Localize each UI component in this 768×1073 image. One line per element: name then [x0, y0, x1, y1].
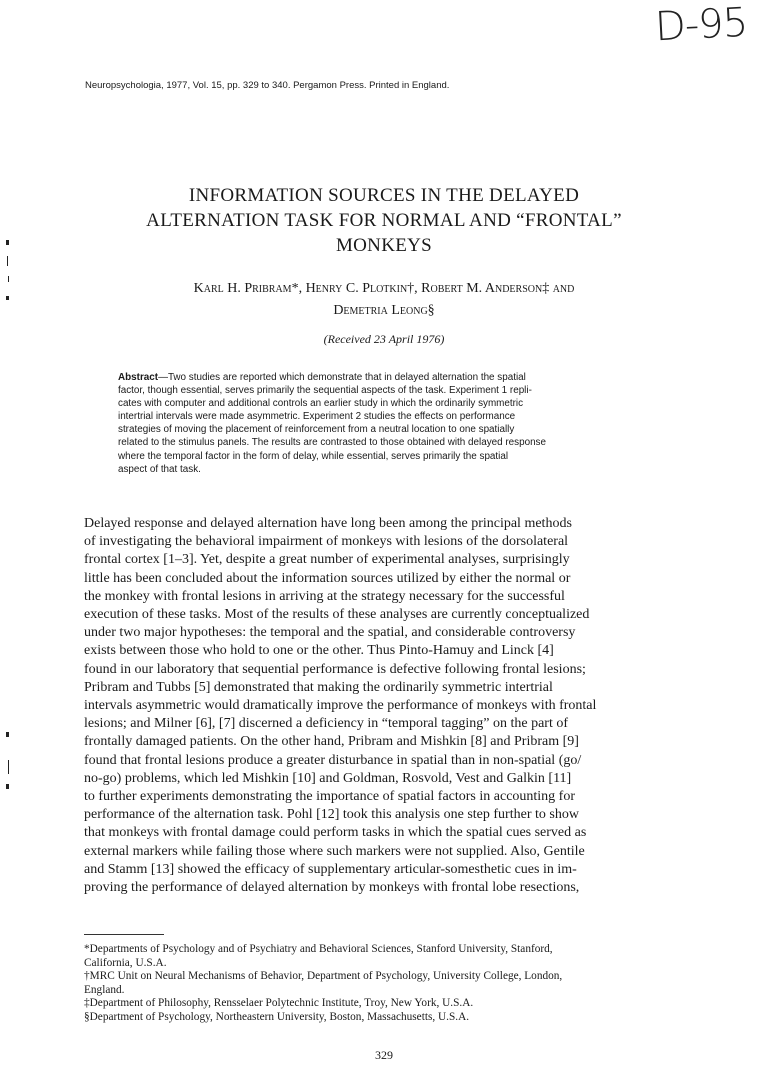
footnote-line: California, U.S.A.: [84, 956, 167, 969]
article-title: [100, 183, 668, 258]
handwritten-annotation: D-95: [653, 0, 749, 51]
author-line: Karl H. Pribram*, Henry C. Plotkin†, Robert M. Anderson‡ and: [193, 281, 575, 296]
received-date: (Received 23 April 1976): [323, 332, 445, 346]
scan-speck: [6, 240, 9, 245]
body-line: intervals asymmetric would dramatically improve the performance of monkeys with frontal: [84, 698, 597, 714]
abstract-line: intertrial intervals were made asymmetric. Experiment 2 studies the effects on performance: [118, 411, 516, 423]
body-line: Pribram and Tubbs [5] demonstrated that making the ordinarily symmetric intertrial: [84, 679, 553, 695]
title-line: MONKEYS: [335, 235, 433, 256]
footnote-rule: [84, 934, 164, 935]
body-line: to further experiments demonstrating the importance of spatial factors in accounting for: [84, 789, 576, 805]
footnote-line: ‡Department of Philosophy, Rensselaer Polytechnic Institute, Troy, New York, U.S.A.: [84, 997, 474, 1009]
abstract-first-line: —Two studies are reported which demonstrate that in delayed alternation the spatial: [158, 372, 526, 383]
body-line: external markers while failing those where such markers were not supplied. Also, Gentile: [84, 843, 585, 859]
abstract-line: strategies of moving the placement of reinforcement from a neutral location to one spatially: [118, 424, 515, 436]
scan-speck: [7, 256, 8, 266]
scan-speck: [6, 732, 9, 737]
body-line: no-go) problems, which led Mishkin [10] and Goldman, Rosvold, Vest and Galkin [11]: [84, 770, 572, 786]
body-line: Delayed response and delayed alternation have long been among the principal methods: [84, 516, 572, 531]
scan-speck: [8, 276, 9, 282]
body-line: frontal cortex [1–3]. Yet, despite a great number of experimental analyses, surprisingly: [84, 552, 570, 568]
abstract-line: [118, 371, 656, 384]
title-line: INFORMATION SOURCES IN THE DELAYED: [188, 185, 580, 206]
body-line: frontally damaged patients. On the other hand, Pribram and Mishkin [8] and Pribram [9]: [84, 734, 579, 750]
scan-speck: [6, 784, 9, 789]
footnote-line: †MRC Unit on Neural Mechanisms of Behavior, Department of Psychology, University College, London,: [84, 970, 563, 982]
body-line: the monkey with frontal lesions in arriving at the strategy necessary for the successful: [84, 588, 565, 604]
body-line: found in our laboratory that sequential performance is defective following frontal lesions;: [84, 661, 586, 677]
body-line: performance of the alternation task. Pohl [12] took this analysis one step further to show: [84, 807, 579, 823]
abstract-line: where the temporal factor in the form of delay, while essential, serves primarily the spatial: [118, 450, 509, 462]
journal-header: Neuropsychologia, 1977, Vol. 15, pp. 329 to 340. Pergamon Press. Printed in England.: [85, 80, 450, 91]
scan-speck: [6, 296, 9, 300]
page-number: 329: [375, 1048, 393, 1062]
title-line: ALTERNATION TASK FOR NORMAL AND “FRONTAL”: [146, 210, 622, 231]
author-list: [100, 278, 668, 322]
body-text: [84, 515, 696, 897]
body-line: exists between those who hold to one or the other. Thus Pinto-Hamuy and Linck [4]: [84, 643, 554, 659]
body-line: that monkeys with frontal damage could perform tasks in which the spatial cues served as: [84, 825, 587, 841]
body-line: proving the performance of delayed alternation by monkeys with frontal lobe resections,: [84, 880, 580, 896]
abstract-label: Abstract: [118, 372, 159, 383]
footnotes: [84, 943, 704, 1024]
scan-speck: [8, 760, 9, 774]
abstract: [118, 371, 656, 476]
body-line: execution of these tasks. Most of the results of these analyses are currently conceptualized: [84, 607, 590, 623]
footnote-line: *Departments of Psychology and of Psychiatry and Behavioral Sciences, Stanford University, Stanford,: [84, 943, 553, 955]
abstract-line: related to the stimulus panels. The results are contrasted to those obtained with delayed response: [118, 437, 546, 449]
body-line: little has been concluded about the information sources utilized by either the normal or: [84, 570, 571, 586]
footnote-line: §Department of Psychology, Northeastern University, Boston, Massachusetts, U.S.A.: [84, 1010, 470, 1023]
body-line: and Stamm [13] showed the efficacy of supplementary articular-somesthetic cues in im-: [84, 861, 577, 877]
body-line: found that frontal lesions produce a greater disturbance in spatial than in non-spatial (go/: [84, 752, 582, 768]
body-line: of investigating the behavioral impairment of monkeys with lesions of the dorsolateral: [84, 534, 569, 550]
body-line: under two major hypotheses: the temporal and the spatial, and considerable controversy: [84, 625, 576, 641]
author-line: Demetria Leong§: [333, 303, 435, 318]
abstract-line: cates with computer and additional controls an earlier study in which the ordinarily symmetric: [118, 398, 524, 410]
footnote-line: England.: [84, 983, 125, 996]
body-line: lesions; and Milner [6], [7] discerned a deficiency in “temporal tagging” on the part of: [84, 716, 568, 732]
abstract-line: aspect of that task.: [118, 463, 201, 475]
abstract-line: factor, though essential, serves primarily the sequential aspects of the task. Experiment 1 repli-: [118, 385, 532, 397]
